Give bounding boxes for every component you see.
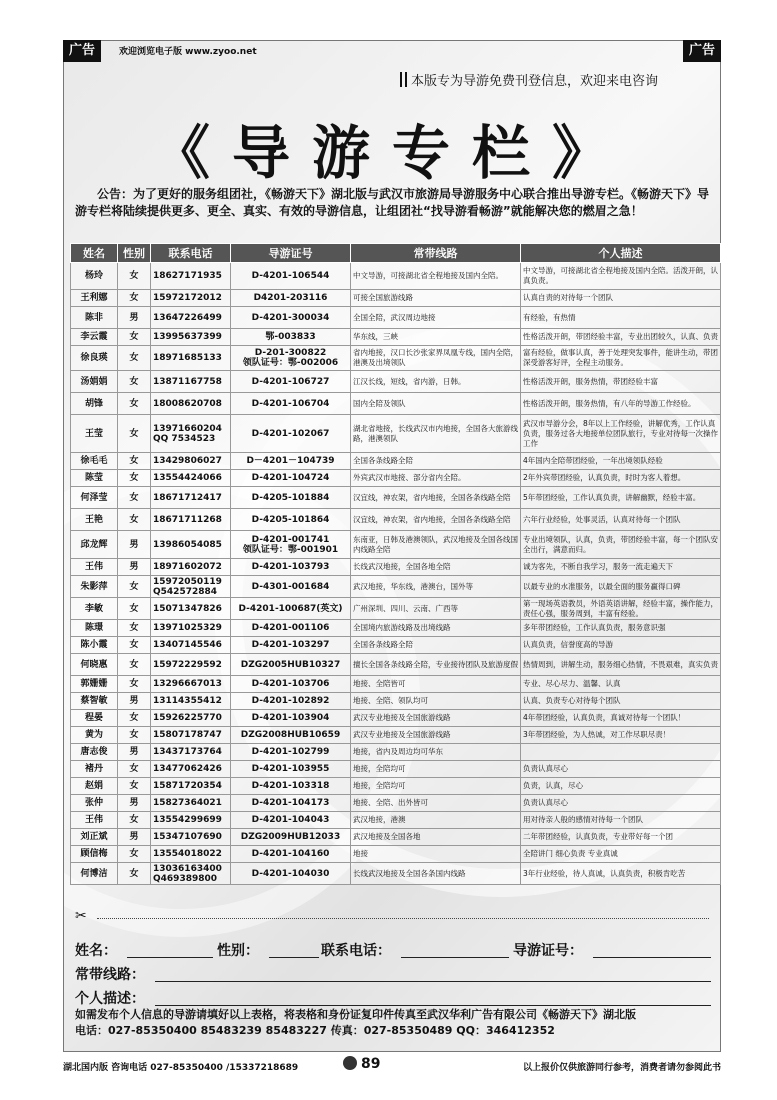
cell-route: 东南亚，日韩及港澳领队，武汉地接及全国各线国内线路全陪 [351,531,521,559]
table-row [71,795,721,812]
cell-name: 陈非 [71,307,118,329]
cell-route: 汉宜线，神农架，省内地接，全国各条线路全陪 [351,487,521,509]
cell-cert: D-4201-103706 [231,676,351,693]
cell-name: 邱龙辉 [71,531,118,559]
cell-phone: 15807178747 [151,727,231,744]
cell-phone: 15347107690 [151,829,231,846]
cell-desc: 武汉市导游分会，8年以上工作经验，讲解优秀，工作认真负责，服务过各大地接单位团队旅行，专业对待每一次操作工作 [521,415,721,453]
cell-name: 程晏 [71,710,118,727]
table-row [71,453,721,470]
cell-desc: 认真负责，信誉度高的导游 [521,637,721,654]
cell-phone: 13986054085 [151,531,231,559]
table-row [71,778,721,795]
cell-name: 陈璟 [71,620,118,637]
cell-cert: 鄂-003833 [231,329,351,346]
cell-name: 朱影萍 [71,576,118,598]
cell-route: 江汉长线，短线，省内游，日韩。 [351,371,521,393]
cell-sex: 女 [118,727,151,744]
cell-route: 地接，全陪均可 [351,778,521,795]
cell-desc: 认真、负责专心对待每个团队 [521,693,721,710]
table-row [71,812,721,829]
cell-name: 胡锋 [71,393,118,415]
contact-info [75,1007,715,1039]
cell-route: 擅长全国各条线路全陪，专业接待团队及旅游度假 [351,654,521,676]
cell-sex: 女 [118,676,151,693]
cell-cert: D-4201-103955 [231,761,351,778]
cell-sex: 女 [118,576,151,598]
cell-desc: 全陪讲门 细心负责 专业真诚 [521,846,721,863]
cell-name: 李云霞 [71,329,118,346]
cell-phone: 13554018022 [151,846,231,863]
table-row [71,559,721,576]
cell-desc: 多年带团经验，工作认真负责，服务意识强 [521,620,721,637]
cell-route: 全国全陪，武汉周边地接 [351,307,521,329]
table-row [71,620,721,637]
cell-name: 唐志俊 [71,744,118,761]
table-row [71,329,721,346]
cell-cert: DZG2005HUB10327 [231,654,351,676]
cell-route: 华东线，三峡 [351,329,521,346]
cell-desc: 用对待亲人般的感情对待每一个团队 [521,812,721,829]
footer [63,1058,721,1076]
cell-route: 全国境内旅游线路及出境线路 [351,620,521,637]
cell-cert: D-4201-102892 [231,693,351,710]
cell-desc: 性格活泼开朗，带团经验丰富，专业出团较久，认真、负责 [521,329,721,346]
cell-cert: D－4201－104739 [231,453,351,470]
cell-name: 王艳 [71,509,118,531]
cell-sex: 女 [118,846,151,863]
cell-name: 汤娟娟 [71,371,118,393]
form-route-label: 常带线路： [75,967,145,983]
form-cert-label: 导游证号： [513,943,583,959]
cell-desc: 负责认真尽心 [521,761,721,778]
cert-field[interactable] [593,956,711,958]
cell-sex: 女 [118,470,151,487]
contact-line-1: 如需发布个人信息的导游请填好以上表格，将表格和身份证复印件传真至武汉华利广告有限公司《畅游天下》湖北版 [75,1008,636,1021]
table-row [71,487,721,509]
table-row [71,393,721,415]
announcement: 公告：为了更好的服务组团社，《畅游天下》湖北版与武汉市旅游局导游服务中心联合推出导游专栏。《畅游天下》导游专栏将陆续提供更多、更全、真实、有效的导游信息，让组团社“找导游看畅游”就能解决您的燃眉之急！ [75,187,710,218]
table-row [71,371,721,393]
cell-phone: 13114355412 [151,693,231,710]
cell-desc [521,744,721,761]
table-header-row [71,244,721,263]
top-bar [63,40,721,62]
cell-desc: 中文导游，可接湖北省全程地接及国内全陪。活泼开朗，认真负责。 [521,263,721,290]
cell-cert: D-4201-001741 领队证号：鄂-001901 [231,531,351,559]
cell-sex: 男 [118,829,151,846]
cell-sex: 女 [118,263,151,290]
cell-route: 湖北省地接，长线武汉市内地接，全国各大旅游线路，港澳领队 [351,415,521,453]
cell-cert: D-4201-103297 [231,637,351,654]
cell-sex: 女 [118,863,151,885]
table-row [71,415,721,453]
dotted-line [97,918,709,919]
cell-name: 王利娜 [71,290,118,307]
cell-sex: 女 [118,812,151,829]
cell-desc: 第一现场英语教员，外语英语讲解，经验丰富，操作能力，责任心强，服务周到，丰富有经验。 [521,598,721,620]
cell-phone: 13554424066 [151,470,231,487]
cell-phone: 15972229592 [151,654,231,676]
cell-sex: 女 [118,598,151,620]
table-row [71,598,721,620]
cell-route: 地接、全陪、出外皆可 [351,795,521,812]
cell-phone: 18008620708 [151,393,231,415]
cell-cert: DZG2009HUB12033 [231,829,351,846]
table-row [71,761,721,778]
table-row [71,307,721,329]
table-row [71,637,721,654]
cell-desc: 4年国内全陪带团经验，一年出境领队经验 [521,453,721,470]
cell-name: 王伟 [71,812,118,829]
cell-route: 地接、全陪皆可 [351,676,521,693]
cell-name: 刘正斌 [71,829,118,846]
cell-sex: 女 [118,415,151,453]
cell-cert: D-4201-102799 [231,744,351,761]
cell-route: 汉宜线，神农架，省内地接，全国各条线路全陪 [351,509,521,531]
cell-sex: 女 [118,778,151,795]
cell-phone: 18671711268 [151,509,231,531]
header-desc: 个人描述 [521,244,721,263]
cell-name: 褚丹 [71,761,118,778]
table-row [71,863,721,885]
cell-phone: 18971602072 [151,559,231,576]
form-phone-label: 联系电话： [321,943,391,959]
table-row [71,744,721,761]
cell-desc: 4年带团经验，认真负责，真诚对待每一个团队！ [521,710,721,727]
cell-route: 长线武汉地接及全国各条国内线路 [351,863,521,885]
table-row [71,346,721,371]
cell-cert: D-4201-106544 [231,263,351,290]
cell-route: 地接、全陪、领队均可 [351,693,521,710]
table-row [71,710,721,727]
cell-sex: 女 [118,346,151,371]
cell-phone: 13437173764 [151,744,231,761]
cell-sex: 女 [118,371,151,393]
cell-route: 可接全国旅游线路 [351,290,521,307]
cell-sex: 男 [118,531,151,559]
cell-route: 地接 [351,846,521,863]
cell-cert: D-4201-103904 [231,710,351,727]
page-badge-icon [343,1056,357,1070]
cell-name: 陈小霞 [71,637,118,654]
cell-name: 杨玲 [71,263,118,290]
cell-phone: 13995637399 [151,329,231,346]
table-row [71,263,721,290]
cell-desc: 性格活泼开朗，服务热情，带团经验丰富 [521,371,721,393]
cell-name: 张仲 [71,795,118,812]
cell-sex: 男 [118,693,151,710]
cell-cert: DZG2008HUB10659 [231,727,351,744]
cell-phone: 15926225770 [151,710,231,727]
cell-desc: 性格活泼开朗，服务热情，有八年的导游工作经验。 [521,393,721,415]
cell-route: 长线武汉地接，全国各地全陪 [351,559,521,576]
header-route: 常带线路 [351,244,521,263]
cell-route: 全国各条线路全陪 [351,637,521,654]
form-desc-label: 个人描述： [75,991,145,1007]
cell-route: 地接，省内及周边均可华东 [351,744,521,761]
cell-sex: 女 [118,509,151,531]
form-sex-label: 性别： [217,943,259,959]
cell-sex: 女 [118,453,151,470]
cell-name: 陈莹 [71,470,118,487]
cell-sex: 女 [118,329,151,346]
table-row [71,509,721,531]
cell-desc: 5年带团经验，工作认真负责，讲解幽默，经验丰富。 [521,487,721,509]
cell-sex: 女 [118,620,151,637]
header-name: 姓名 [71,244,118,263]
cell-desc: 负责认真尽心 [521,795,721,812]
cell-phone: 15972172012 [151,290,231,307]
cell-name: 何博洁 [71,863,118,885]
cell-cert: D-4205-101864 [231,509,351,531]
cell-route: 省内地接，汉口长沙张家界凤凰专线，国内全陪，港澳及出境领队 [351,346,521,371]
footer-left: 湖北国内版 咨询电话 027-85350400 /15337218689 [63,1063,299,1073]
table-row [71,654,721,676]
cell-name: 徐良瑛 [71,346,118,371]
cut-line [75,908,715,924]
header-sex: 性别 [118,244,151,263]
cell-name: 蔡智敏 [71,693,118,710]
cell-cert: D-4201-104030 [231,863,351,885]
sex-field[interactable] [269,956,319,958]
cell-cert: D-4201-106727 [231,371,351,393]
cell-phone: 13036163400 Q469389800 [151,863,231,885]
cell-cert: D-201-300822 领队证号：鄂-002006 [231,346,351,371]
cell-desc: 认真自责的对待每一个团队 [521,290,721,307]
cell-desc: 有经验，有热情 [521,307,721,329]
cell-desc: 热情周到，讲解生动，服务细心热情，不畏艰难，真实负责 [521,654,721,676]
cell-route: 武汉地接及全国各地 [351,829,521,846]
cell-cert: D-4201-103793 [231,559,351,576]
cell-phone: 13871167758 [151,371,231,393]
scissors-icon: ✂ [75,908,87,924]
cell-phone: 18671712417 [151,487,231,509]
name-field[interactable] [127,956,213,958]
page-number-text: 89 [361,1056,381,1072]
cell-cert: D-4201-102067 [231,415,351,453]
cell-sex: 女 [118,393,151,415]
cell-route: 武汉地接，华东线，港澳台，国外等 [351,576,521,598]
cell-name: 顾信梅 [71,846,118,863]
cell-desc: 专业出境领队，认真，负责，带团经验丰富，每一个团队安全出行，满意而归。 [521,531,721,559]
cell-phone: 13971660204 QQ 7534523 [151,415,231,453]
table-body [71,263,721,885]
cell-desc: 3年带团经验，为人热诚，对工作尽职尽责！ [521,727,721,744]
table-row [71,693,721,710]
cell-cert: D-4201-103318 [231,778,351,795]
table-row [71,727,721,744]
notice [400,70,658,89]
cell-sex: 男 [118,307,151,329]
cell-name: 王伟 [71,559,118,576]
cell-sex: 女 [118,654,151,676]
cell-sex: 女 [118,290,151,307]
cell-phone: 18971685133 [151,346,231,371]
cell-cert: D-4201-104160 [231,846,351,863]
header-cert: 导游证号 [231,244,351,263]
cell-desc: 2年外宾带团经验，认真负责，时时为客人着想。 [521,470,721,487]
cell-phone: 15071347826 [151,598,231,620]
contact-line-2: 电话：027-85350400 85483239 85483227 传真：027-85350489 QQ：346412352 [75,1024,555,1037]
page-title: 《导游专栏》 [151,119,632,187]
table-row [71,290,721,307]
footer-right: 以上报价仅供旅游同行参考，消费者请勿参阅此书 [522,1063,721,1073]
cell-sex: 女 [118,761,151,778]
cell-name: 李敏 [71,598,118,620]
cell-route: 地接，全陪均可 [351,761,521,778]
table-row [71,576,721,598]
cell-desc: 以最专业的水准服务，以最全面的服务赢得口碑 [521,576,721,598]
guide-table [70,243,721,885]
cell-phone: 15871720354 [151,778,231,795]
cell-sex: 男 [118,744,151,761]
notice-bar-icon [400,72,407,87]
cell-name: 何泽莹 [71,487,118,509]
table-row [71,676,721,693]
cell-cert: D-4201-106704 [231,393,351,415]
cell-cert: D-4201-104043 [231,812,351,829]
cell-sex: 女 [118,637,151,654]
cell-cert: D-4201-104173 [231,795,351,812]
cell-phone: 13647226499 [151,307,231,329]
table-row [71,470,721,487]
cell-desc: 诚为客先，不断自我学习，服务一流走遍天下 [521,559,721,576]
cell-route: 外宾武汉市地接、部分省内全陪。 [351,470,521,487]
cell-phone: 13429806027 [151,453,231,470]
ad-tag-right: 广告 [683,40,721,62]
cell-sex: 男 [118,559,151,576]
cell-cert: D-4201-300034 [231,307,351,329]
cell-name: 徐毛毛 [71,453,118,470]
cell-cert: D-4201-001106 [231,620,351,637]
table-row [71,846,721,863]
cell-name: 黄为 [71,727,118,744]
url-text: 欢迎浏览电子版 www.zyoo.net [119,47,257,57]
cell-phone: 13971025329 [151,620,231,637]
cell-cert: D-4201-104724 [231,470,351,487]
cell-cert: D-4301-001684 [231,576,351,598]
cell-name: 赵娟 [71,778,118,795]
cell-desc: 负责，认真，尽心 [521,778,721,795]
cell-desc: 专业、尽心尽力、温馨、认真 [521,676,721,693]
cell-phone: 13477062426 [151,761,231,778]
cell-name: 王莹 [71,415,118,453]
cell-route: 全国各条线路全陪 [351,453,521,470]
cell-phone: 13296667013 [151,676,231,693]
cell-route: 广州深圳、四川、云南、广西等 [351,598,521,620]
cell-cert: D-4205-101884 [231,487,351,509]
cell-cert: D4201-203116 [231,290,351,307]
phone-field[interactable] [401,956,509,958]
cell-name: 何晓惠 [71,654,118,676]
cell-sex: 男 [118,795,151,812]
table-row [71,531,721,559]
cell-cert: D-4201-100687(英文) [231,598,351,620]
table-row [71,829,721,846]
cell-sex: 女 [118,487,151,509]
header-phone: 联系电话 [151,244,231,263]
ad-tag-left: 广告 [63,40,101,62]
desc-field[interactable] [155,1004,711,1006]
cell-phone: 13554299699 [151,812,231,829]
cell-sex: 女 [118,710,151,727]
cell-desc: 富有经验，做事认真，善于处理突发事件，能讲生动，带团深受游客好评，全程主动服务。 [521,346,721,371]
cell-name: 郭姗姗 [71,676,118,693]
cell-desc: 3年行业经验，待人真诚，认真负责，积极肯吃苦 [521,863,721,885]
route-field[interactable] [155,980,711,982]
cell-route: 中文导游，可接湖北省全程地接及国内全陪。 [351,263,521,290]
cell-route: 武汉地接，港澳 [351,812,521,829]
cell-phone: 13407145546 [151,637,231,654]
cell-phone: 18627171935 [151,263,231,290]
cell-route: 武汉专业地接及全国旅游线路 [351,710,521,727]
cell-phone: 15827364021 [151,795,231,812]
notice-text: 本版专为导游免费刊登信息，欢迎来电咨询 [411,74,659,89]
cell-desc: 六年行业经验，处事灵活，认真对待每一个团队 [521,509,721,531]
cell-route: 国内全陪及领队 [351,393,521,415]
page-number [343,1056,380,1072]
cell-phone: 15972050119 Q542572884 [151,576,231,598]
form-name-label: 姓名： [75,943,117,959]
cell-route: 武汉专业地接及全国旅游线路 [351,727,521,744]
cell-desc: 二年带团经验，认真负责，专业带好每一个团 [521,829,721,846]
